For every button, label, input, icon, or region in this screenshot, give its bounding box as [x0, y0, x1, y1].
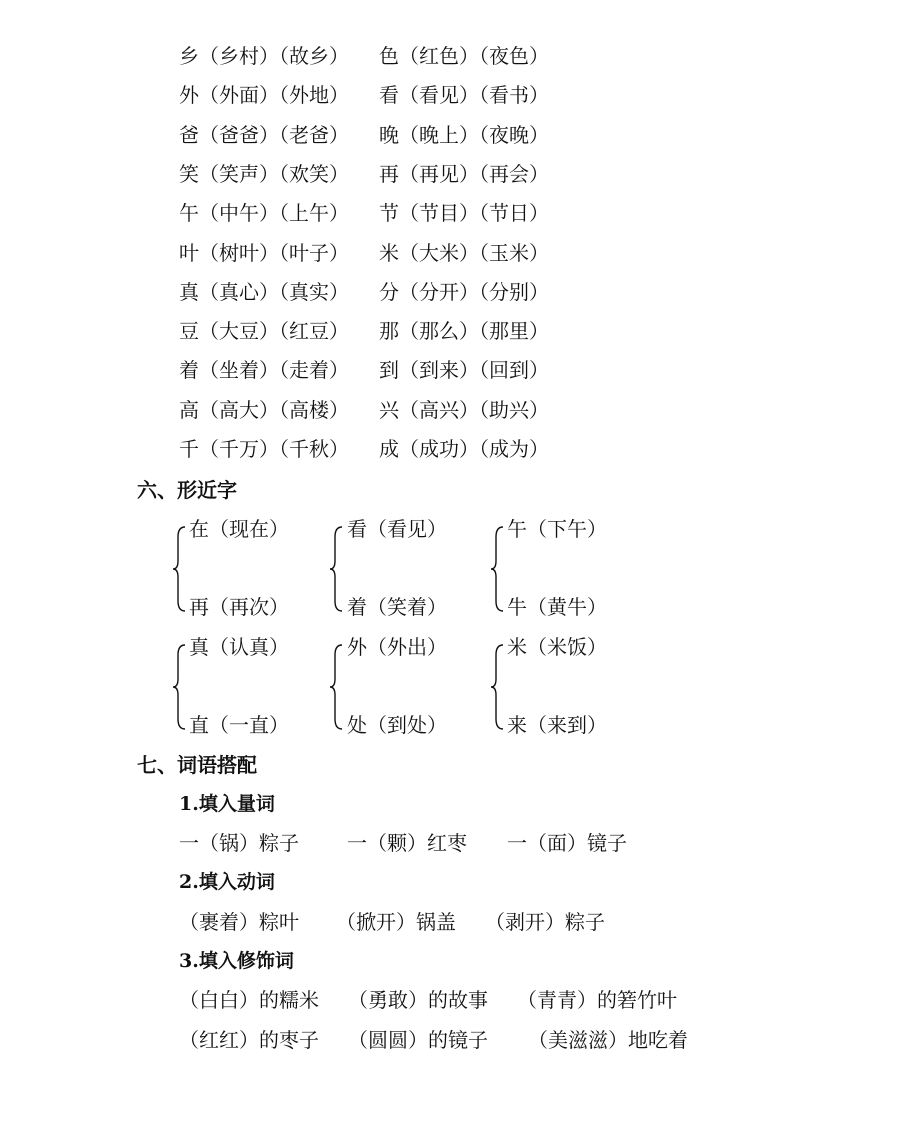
polyphone-entry-right: 分（分开）（分别） — [379, 280, 549, 304]
similar-char-top: 真（认真） — [189, 635, 289, 659]
polyphone-entry-right: 兴（高兴）（助兴） — [379, 398, 549, 422]
polyphone-entry-left: 真（真心）（真实） — [179, 280, 349, 304]
polyphone-entry-right: 米（大米）（玉米） — [379, 241, 549, 265]
brace-icon — [172, 643, 186, 731]
similar-char-top: 米（米饭） — [507, 635, 607, 659]
polyphone-entry-right: 节（节目）（节日） — [379, 201, 549, 225]
brace-icon — [329, 643, 343, 731]
measure-word-item: 一（面）镜子 — [507, 831, 627, 855]
polyphone-entry-right: 看（看见）（看书） — [379, 83, 549, 107]
polyphone-entry-right: 色（红色）（夜色） — [379, 44, 549, 68]
polyphone-entry-right: 成（成功）（成为） — [379, 437, 549, 461]
modifier-item: （美滋滋）地吃着 — [528, 1028, 688, 1052]
polyphone-entry-right: 到（到来）（回到） — [379, 358, 549, 382]
similar-char-bottom: 着（笑着） — [347, 595, 447, 619]
section-six-title: 六、形近字 — [137, 478, 237, 502]
similar-char-bottom: 直（一直） — [189, 713, 289, 737]
subsection-verbs-title: 2.填入动词 — [179, 871, 275, 893]
polyphone-entry-left: 笑（笑声）（欢笑） — [179, 162, 349, 186]
similar-char-bottom: 牛（黄牛） — [507, 595, 607, 619]
similar-char-bottom: 处（到处） — [347, 713, 447, 737]
polyphone-entry-left: 高（高大）（高楼） — [179, 398, 349, 422]
similar-char-top: 午（下午） — [507, 517, 607, 541]
similar-char-top: 看（看见） — [347, 517, 447, 541]
similar-char-top: 在（现在） — [189, 517, 289, 541]
verb-item: （剥开）粽子 — [485, 910, 605, 934]
polyphone-entry-right: 那（那么）（那里） — [379, 319, 549, 343]
modifier-item: （青青）的箬竹叶 — [517, 988, 677, 1012]
verb-item: （裹着）粽叶 — [179, 910, 299, 934]
similar-char-bottom: 来（来到） — [507, 713, 607, 737]
polyphone-entry-right: 再（再见）（再会） — [379, 162, 549, 186]
verb-item: （掀开）锅盖 — [336, 910, 456, 934]
polyphone-entry-left: 千（千万）（千秋） — [179, 437, 349, 461]
measure-word-item: 一（锅）粽子 — [179, 831, 299, 855]
modifier-item: （红红）的枣子 — [179, 1028, 319, 1052]
brace-icon — [172, 525, 186, 613]
section-seven-title: 七、词语搭配 — [137, 753, 257, 777]
brace-icon — [490, 643, 504, 731]
similar-char-bottom: 再（再次） — [189, 595, 289, 619]
polyphone-entry-right: 晚（晚上）（夜晚） — [379, 123, 549, 147]
polyphone-entry-left: 叶（树叶）（叶子） — [179, 241, 349, 265]
brace-icon — [329, 525, 343, 613]
polyphone-entry-left: 午（中午）（上午） — [179, 201, 349, 225]
subsection-modifiers-title: 3.填入修饰词 — [179, 950, 294, 972]
similar-char-top: 外（外出） — [347, 635, 447, 659]
modifier-item: （勇敢）的故事 — [348, 988, 488, 1012]
modifier-item: （白白）的糯米 — [179, 988, 319, 1012]
polyphone-entry-left: 爸（爸爸）（老爸） — [179, 123, 349, 147]
polyphone-entry-left: 豆（大豆）（红豆） — [179, 319, 349, 343]
polyphone-entry-left: 着（坐着）（走着） — [179, 358, 349, 382]
polyphone-entry-left: 乡（乡村）（故乡） — [179, 44, 349, 68]
brace-icon — [490, 525, 504, 613]
measure-word-item: 一（颗）红枣 — [347, 831, 467, 855]
subsection-measure-words-title: 1.填入量词 — [179, 793, 275, 815]
polyphone-entry-left: 外（外面）（外地） — [179, 83, 349, 107]
modifier-item: （圆圆）的镜子 — [348, 1028, 488, 1052]
